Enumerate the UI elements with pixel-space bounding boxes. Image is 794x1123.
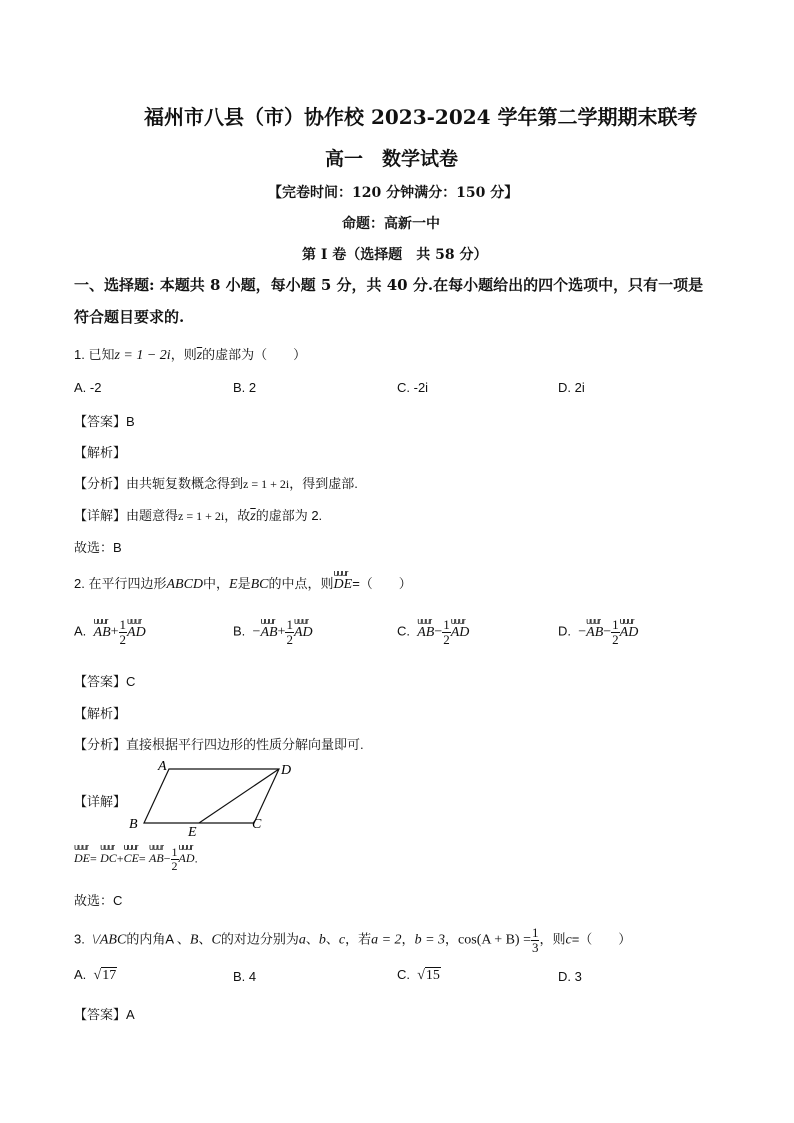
q1-xiangjie-tag: 【详解】 xyxy=(74,508,127,523)
q1-stem xyxy=(74,344,306,364)
q1-jiexi: 【解析】 xyxy=(74,445,127,460)
derivation-num: 1 xyxy=(171,845,178,859)
q1-fenxi-tag: 【分析】 xyxy=(74,476,127,491)
q2-option-b-num: 1 xyxy=(286,617,293,632)
q1-stem-prefix: 1. 已知 xyxy=(74,347,115,362)
figure-label-d: D xyxy=(281,763,292,778)
q2-option-c-den: 2 xyxy=(443,631,450,647)
q2-stem-abcd: ABCD xyxy=(166,577,204,592)
derivation-de: uuur DE xyxy=(74,842,90,866)
q2-option-b-den: 2 xyxy=(286,631,293,647)
q3-stem-suffix: =（ ） xyxy=(571,931,632,947)
q3-answer-value: A xyxy=(126,1007,135,1022)
q2-option-a-frac xyxy=(119,618,128,646)
q2-xiangjie-tag: 【详解】 xyxy=(74,794,127,809)
q3-stem-b: B xyxy=(189,932,199,948)
q2-option-a-expr-b: AD xyxy=(127,624,146,640)
q3-stem-cos: cos(A + B) = xyxy=(458,932,531,948)
q2-option-d-num: 1 xyxy=(612,617,619,632)
q2-option-d-expr-a: AB xyxy=(586,624,604,640)
q2-answer-tag: 【答案】 xyxy=(74,674,127,689)
q3-stem-frac-num: 1 xyxy=(531,925,539,940)
q2-option-a-term2: uuur AD xyxy=(127,615,146,640)
q2-stem-bc: BC xyxy=(250,577,269,592)
part-title: 第 I 卷（选择题 共 58 分） xyxy=(302,247,488,263)
q3-option-c-sqrt: √15 xyxy=(417,968,440,983)
q2-option-a-num: 1 xyxy=(119,617,127,632)
time-info: 【完卷时间：120 分钟满分：150 分】 xyxy=(268,185,519,201)
q3-option-c xyxy=(397,967,441,984)
q3-option-a-radicand: 17 xyxy=(102,968,117,983)
q3-option-d: D. 3 xyxy=(558,969,582,984)
q2-option-c-term1: uuur AB xyxy=(417,615,435,640)
q1-stem-zbar: $\overline{z}$ xyxy=(196,348,203,363)
q3-stem-frac-den: 3 xyxy=(531,939,539,955)
q2-option-b-sign: − xyxy=(252,624,261,640)
q2-option-b-frac xyxy=(285,618,294,646)
q3-stem-sep1: 、 xyxy=(305,931,319,947)
q2-option-a-label: A. xyxy=(74,623,87,639)
q3-stem-ask: ，则 xyxy=(539,931,566,947)
derivation-ad-text: AD xyxy=(178,851,195,866)
q3-stem-triangle: \/ABC xyxy=(92,932,127,948)
q3-stem xyxy=(74,926,631,954)
q2-option-d-expr-b: AD xyxy=(619,624,639,640)
q2-option-d xyxy=(558,615,639,647)
q2-option-c xyxy=(397,615,470,647)
q3-stem-comma2: ， xyxy=(445,931,459,947)
derivation-ad: uuur AD xyxy=(178,842,195,866)
q3-stem-c3: c xyxy=(565,932,572,948)
q2-option-a-expr-a: AB xyxy=(93,624,111,640)
q2-option-b-expr-b: AD xyxy=(293,624,313,640)
q1-stem-suffix: 的虚部为（ ） xyxy=(202,347,307,362)
q1-xiangjie xyxy=(74,505,322,525)
q3-option-c-label: C. xyxy=(397,967,410,982)
q2-stem xyxy=(74,568,412,593)
derivation-ab-text: AB xyxy=(149,851,164,866)
q3-stem-comma: ， xyxy=(401,931,415,947)
q2-option-d-label: D. xyxy=(558,623,571,639)
q2-option-d-term1: uuur AB xyxy=(586,615,604,640)
q1-fenxi-pre: 由共轭复数概念得到 xyxy=(126,476,244,491)
q2-option-d-op: − xyxy=(603,624,612,640)
q2-stem-e: E xyxy=(229,577,238,592)
section-heading-line1: 一、选择题: 本题共 8 小题，每小题 5 分，共 40 分.在每小题给出的四个选项中，只有一项是 xyxy=(74,276,704,294)
q1-fenxi-post: ，得到虚部. xyxy=(289,476,358,491)
q1-fenxi-math: z = 1 + 2i xyxy=(243,477,290,491)
q3-stem-aval: a = 2 xyxy=(371,932,402,948)
figure-label-a: A xyxy=(158,759,167,774)
q2-fenxi-text: 直接根据平行四边形的性质分解向量即可. xyxy=(126,737,364,752)
document-subtitle: 高一 数学试卷 xyxy=(325,148,459,170)
q2-option-d-den: 2 xyxy=(612,631,619,647)
q3-stem-sep2: 、 xyxy=(325,931,339,947)
q2-derivation: uuur DE= uuur DC+ uuur CE= uuur AB− $\frac{1}{2}$ uuur AD. xyxy=(74,842,198,873)
q2-stem-mid1: 中， xyxy=(203,576,230,591)
author-line: 命题：高新一中 xyxy=(342,216,440,232)
q3-option-a xyxy=(74,967,117,984)
parallelogram-figure xyxy=(124,757,304,839)
q2-stem-suffix: =（ ） xyxy=(352,576,412,591)
q3-stem-mid2: 、 xyxy=(198,931,212,947)
q1-choose: 故选：B xyxy=(74,540,122,555)
q1-option-c: C. -2i xyxy=(397,380,429,395)
q2-option-c-term2: uuur AD xyxy=(450,615,470,640)
q3-stem-a2: a xyxy=(298,932,306,948)
derivation-den: 2 xyxy=(171,858,178,873)
q2-stem-mid3: 的中点，则 xyxy=(268,576,334,591)
figure-label-e: E xyxy=(188,825,197,839)
q3-stem-bval: b = 3 xyxy=(414,932,446,948)
q2-option-c-expr-b: AD xyxy=(450,624,470,640)
figure-label-c: C xyxy=(252,817,262,832)
q2-option-b-expr-a: AB xyxy=(260,624,278,640)
q2-option-b-term2: uuur AD xyxy=(293,615,313,640)
q1-xiangjie-pre: 由题意得 xyxy=(126,508,179,523)
q2-option-c-num: 1 xyxy=(443,617,450,632)
q3-option-a-sqrt: √17 xyxy=(93,968,117,983)
derivation-ce-text: CE xyxy=(123,851,139,866)
q1-answer-tag: 【答案】 xyxy=(74,414,127,429)
q3-stem-prefix: 3. xyxy=(74,931,85,947)
q2-option-a-den: 2 xyxy=(119,631,127,647)
derivation-frac xyxy=(171,846,179,872)
q2-option-d-sign: − xyxy=(578,624,587,640)
q3-answer-tag: 【答案】 xyxy=(74,1007,127,1022)
figure-label-b: B xyxy=(129,817,138,832)
q3-stem-c2: c xyxy=(338,932,346,948)
q3-stem-mid3: 的对边分别为 xyxy=(220,931,299,947)
q3-stem-b2: b xyxy=(318,932,326,948)
derivation-ce: uuur CE xyxy=(123,842,139,866)
q2-option-c-frac xyxy=(442,618,451,646)
q1-xiangjie-mid: ，故 xyxy=(224,508,251,523)
q3-option-c-radicand: 15 xyxy=(425,968,440,983)
q3-stem-mid1: 的内角A 、 xyxy=(126,931,190,947)
q2-option-b-term1: uuur AB xyxy=(260,615,278,640)
q3-stem-cond1: ，若 xyxy=(345,931,372,947)
q2-option-a-term1: uuur AB xyxy=(93,615,111,640)
q3-stem-c: C xyxy=(211,932,221,948)
derivation-de-text: DE xyxy=(74,851,90,866)
q2-option-a xyxy=(74,615,146,647)
q2-option-c-expr-a: AB xyxy=(417,624,435,640)
q2-option-b-label: B. xyxy=(233,623,246,639)
derivation-ab: uuur AB xyxy=(149,842,164,866)
q1-stem-mid: ，则 xyxy=(170,347,197,362)
q2-choose: 故选：C xyxy=(74,893,123,908)
q1-answer-value: B xyxy=(126,414,135,429)
q1-answer xyxy=(74,411,135,430)
q2-option-b xyxy=(233,615,313,647)
q1-stem-math: z = 1 − 2i xyxy=(114,348,171,363)
q1-option-b: B. 2 xyxy=(233,380,257,395)
derivation-dc: uuur DC xyxy=(100,842,117,866)
q2-option-c-op: − xyxy=(434,624,443,640)
q1-xiangjie-zbar: $\overline{z}$ xyxy=(250,509,256,524)
q2-option-b-op: + xyxy=(277,624,286,640)
q2-option-a-op: + xyxy=(110,624,119,640)
q2-stem-de: DE xyxy=(333,577,353,592)
q3-answer xyxy=(74,1004,135,1023)
q1-option-d: D. 2i xyxy=(558,380,585,395)
q3-option-b: B. 4 xyxy=(233,969,257,984)
q1-fenxi xyxy=(74,473,358,492)
q2-stem-de-vector: uuur DE xyxy=(333,568,353,592)
q2-stem-mid2: 是 xyxy=(237,576,251,591)
q2-fenxi-tag: 【分析】 xyxy=(74,737,127,752)
q3-option-a-label: A. xyxy=(74,967,87,982)
q2-option-c-label: C. xyxy=(397,623,410,639)
q1-xiangjie-math: z = 1 + 2i xyxy=(178,509,225,523)
q2-option-d-frac xyxy=(611,618,620,646)
q2-answer-value: C xyxy=(126,674,136,689)
q2-fenxi xyxy=(74,734,364,753)
document-title: 福州市八县（市）协作校 2023-2024 学年第二学期期末联考 xyxy=(144,105,698,129)
q2-answer xyxy=(74,671,135,690)
q2-stem-prefix: 2. 在平行四边形 xyxy=(74,576,167,591)
q2-jiexi: 【解析】 xyxy=(74,706,127,721)
derivation-dc-text: DC xyxy=(100,851,117,866)
q2-option-d-term2: uuur AD xyxy=(619,615,639,640)
section-heading-line2: 符合题目要求的. xyxy=(74,308,185,326)
q1-option-a: A. -2 xyxy=(74,380,102,395)
q1-xiangjie-post: 的虚部为 2. xyxy=(255,508,323,523)
